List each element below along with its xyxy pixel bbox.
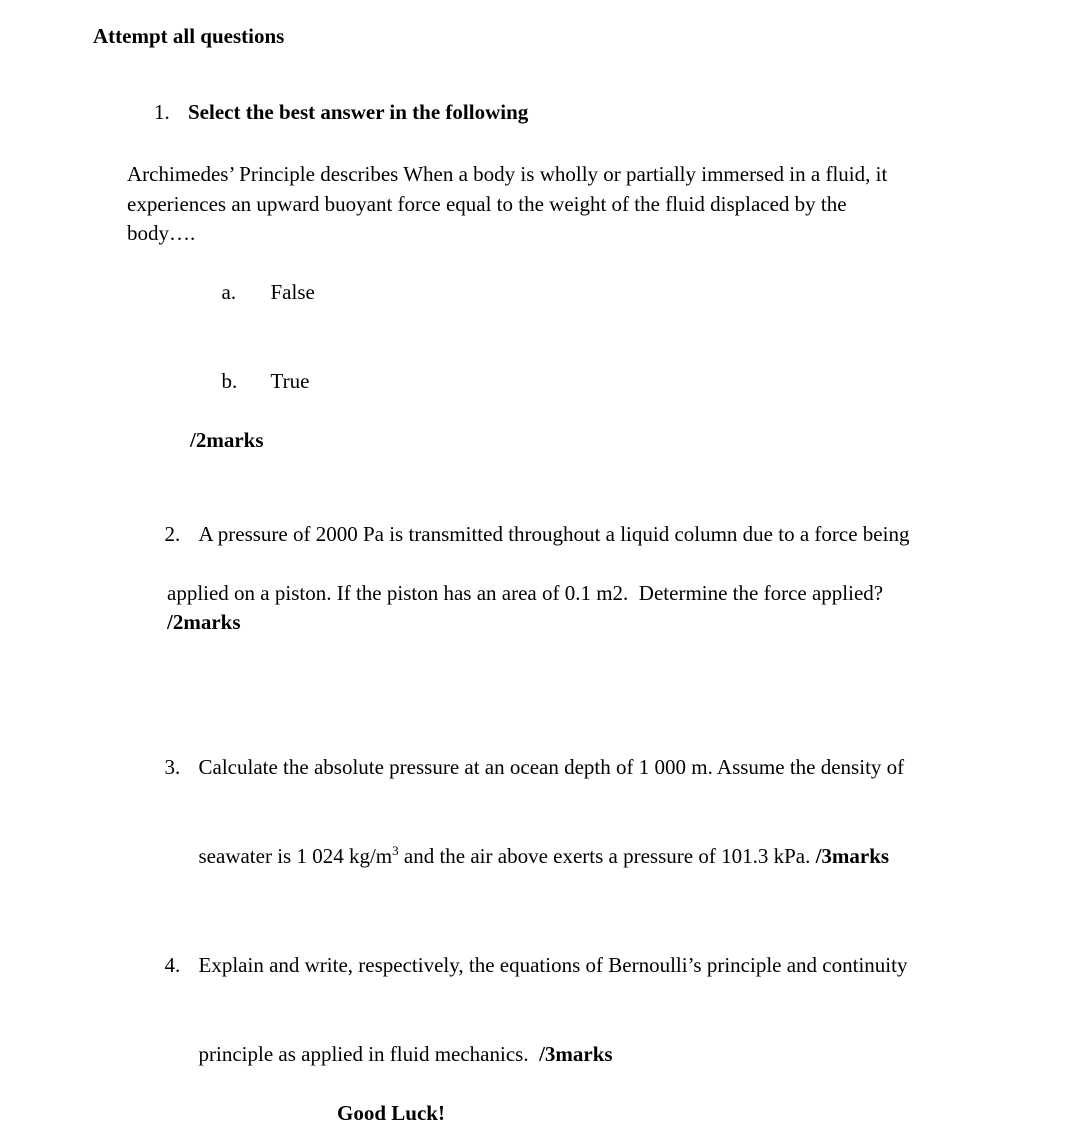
question-3-line-1 (133, 724, 1069, 813)
question-3 (133, 724, 1069, 901)
question-2-line-2: applied on a piston. If the piston has an area of 0.1 m2. Determine the force applied? (133, 579, 1069, 609)
question-3-text-continued: seawater is 1 024 kg/m (199, 844, 393, 868)
question-2 (133, 490, 1069, 638)
option-b (190, 337, 1069, 426)
question-3-text: Calculate the absolute pressure at an ocean depth of 1 000 m. Assume the density of (199, 755, 905, 779)
question-1-body-line: Archimedes’ Principle describes When a body is wholly or partially immersed in a fluid, it (127, 160, 1069, 190)
question-3-marks: /3marks (816, 844, 890, 868)
good-luck-message: Good Luck! (337, 1099, 1069, 1128)
question-4-text: Explain and write, respectively, the equations of Bernoulli’s principle and continuity (199, 953, 908, 977)
option-a-label: a. (222, 278, 271, 308)
question-1-marks: /2marks (190, 426, 1069, 456)
option-b-label: b. (222, 367, 271, 397)
question-3-number: 3. (165, 753, 199, 783)
question-4-line-1 (133, 922, 1069, 1011)
option-b-text: True (271, 369, 310, 393)
superscript-exponent: 3 (392, 843, 399, 858)
question-4-number: 4. (165, 951, 199, 981)
option-a-text: False (271, 280, 315, 304)
question-2-text: A pressure of 2000 Pa is transmitted throughout a liquid column due to a force being (199, 522, 910, 546)
question-1-title-line (133, 69, 1069, 158)
question-1-body-line: experiences an upward buoyant force equal to the weight of the fluid displaced by the (127, 190, 1069, 220)
option-a (190, 249, 1069, 338)
exam-document-page (0, 22, 1069, 776)
question-4-line-2 (133, 1010, 1069, 1099)
question-3-text-after-exponent: and the air above exerts a pressure of 101.3 kPa. (399, 844, 816, 868)
question-4 (133, 922, 1069, 1099)
question-4-marks: /3marks (539, 1042, 613, 1066)
question-1-body-line: body…. (127, 219, 1069, 249)
question-2-number: 2. (165, 520, 199, 550)
question-2-line-1 (133, 490, 1069, 579)
question-4-text-continued: principle as applied in fluid mechanics. (199, 1042, 540, 1066)
question-1-title: Select the best answer in the following (188, 100, 528, 124)
page-title: Attempt all questions (93, 22, 1069, 52)
question-1-body (127, 160, 1069, 249)
question-2-marks: /2marks (133, 608, 1069, 638)
question-1-options (190, 249, 1069, 426)
question-3-line-2 (133, 812, 1069, 901)
question-1-number: 1. (154, 98, 188, 128)
